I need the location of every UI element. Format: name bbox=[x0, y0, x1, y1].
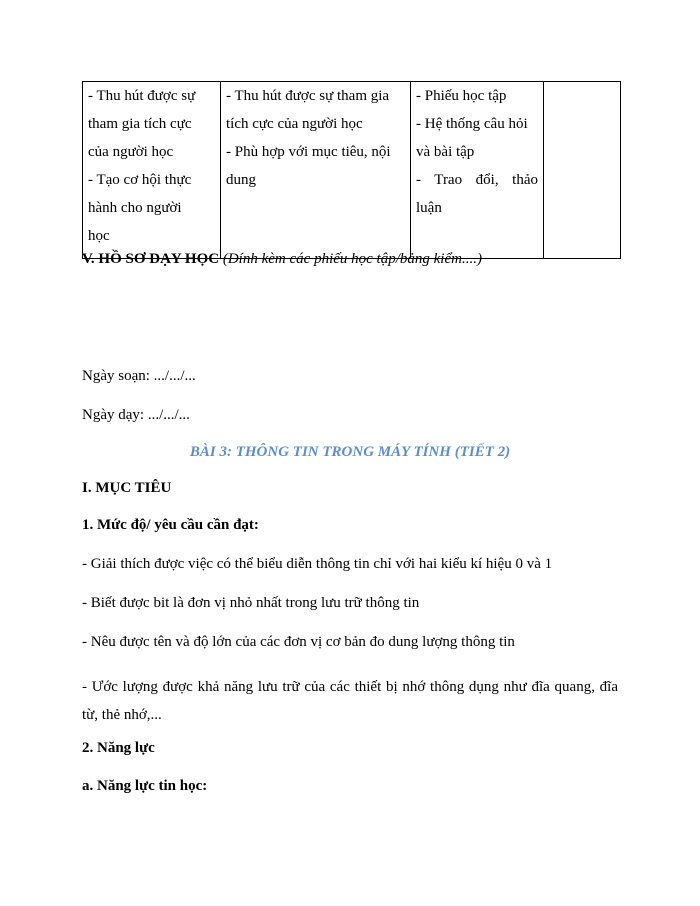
requirements-heading: 1. Mức độ/ yêu cầu cần đạt: bbox=[82, 517, 259, 533]
cell-text: - Hệ thống câu hỏi bbox=[416, 116, 528, 132]
cell-text: của người học bbox=[88, 144, 174, 160]
objective-item: - Nêu được tên và độ lớn của các đơn vị cơ bản đo dung lượng thông tin bbox=[82, 634, 515, 650]
section-heading-text: V. HỒ SƠ DẠY HỌC bbox=[82, 251, 220, 267]
table-row bbox=[83, 82, 621, 259]
table-cell-criteria bbox=[221, 82, 411, 259]
objective-item: - Ước lượng được khả năng lưu trữ của các thiết bị nhớ thông dụng như đĩa quang, đĩa từ, thẻ nhớ,... bbox=[82, 679, 618, 723]
objectives-heading: I. MỤC TIÊU bbox=[82, 480, 172, 496]
cell-text: - Thu hút được sự bbox=[88, 88, 196, 104]
it-competency-heading: a. Năng lực tin học: bbox=[82, 778, 208, 794]
cell-text: tích cực của người học bbox=[226, 116, 363, 132]
cell-text: dung bbox=[226, 172, 256, 188]
section-heading-teaching-records bbox=[82, 251, 482, 268]
cell-text: luận bbox=[416, 200, 442, 216]
cell-text: học bbox=[88, 228, 110, 244]
cell-text: - Thu hút được sự tham gia bbox=[226, 88, 390, 104]
section-heading-note: (Đính kèm các phiếu học tập/bảng kiểm....) bbox=[222, 251, 482, 267]
table-cell-methods bbox=[411, 82, 544, 259]
competency-heading: 2. Năng lực bbox=[82, 740, 155, 756]
cell-text: - Tạo cơ hội thực bbox=[88, 172, 192, 188]
cell-text: tham gia tích cực bbox=[88, 116, 192, 132]
cell-text: - Phù hợp với mục tiêu, nội bbox=[226, 144, 391, 160]
teach-date: Ngày dạy: .../.../... bbox=[82, 407, 190, 423]
objective-item: - Biết được bit là đơn vị nhỏ nhất trong lưu trữ thông tin bbox=[82, 595, 420, 611]
lesson-plan-table bbox=[82, 81, 621, 259]
table-cell-goals bbox=[83, 82, 221, 259]
cell-text: hành cho người bbox=[88, 200, 182, 216]
cell-text: - Trao đổi, thảo bbox=[416, 172, 538, 188]
cell-text: và bài tập bbox=[416, 144, 475, 160]
prepare-date: Ngày soạn: .../.../... bbox=[82, 368, 196, 384]
table-cell-notes bbox=[544, 82, 621, 259]
objective-item: - Giải thích được việc có thể biểu diễn thông tin chỉ với hai kiểu kí hiệu 0 và 1 bbox=[82, 556, 553, 572]
cell-text: - Phiếu học tập bbox=[416, 88, 507, 104]
lesson-title: BÀI 3: THÔNG TIN TRONG MÁY TÍNH (TIẾT 2) bbox=[189, 444, 511, 460]
